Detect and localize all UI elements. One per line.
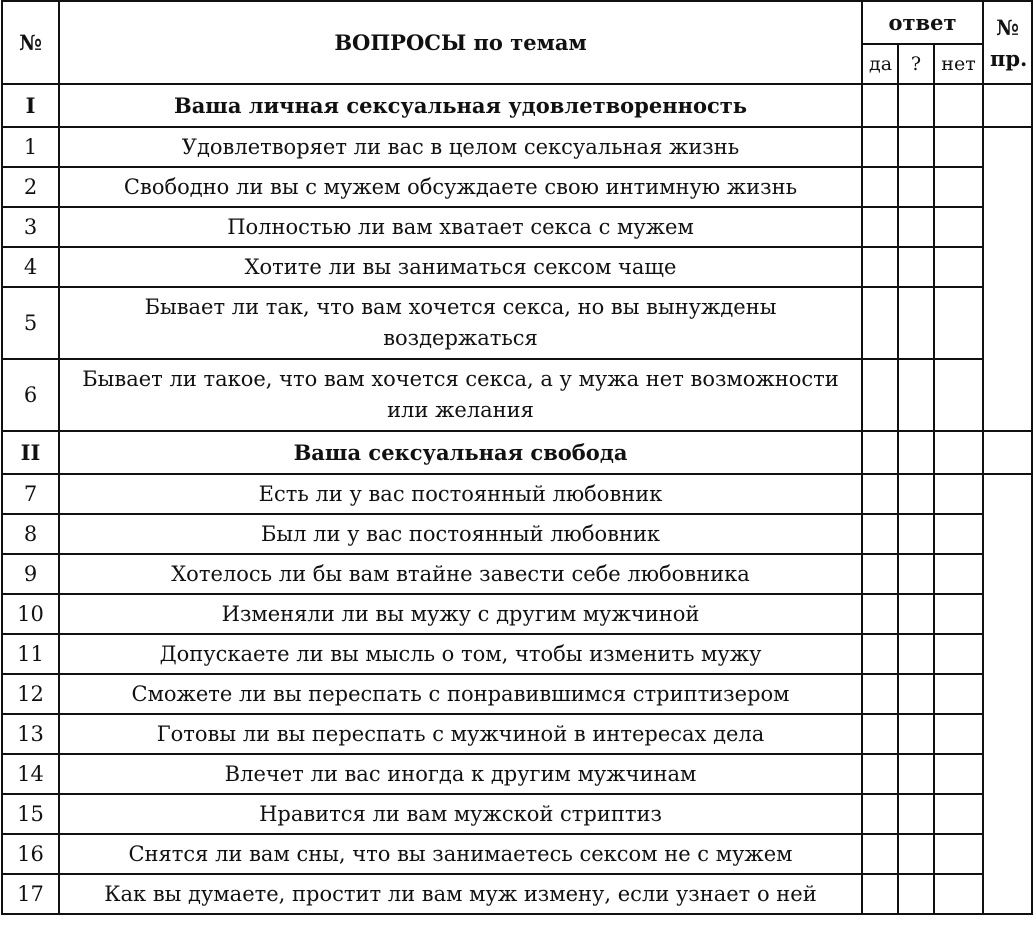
question-row (2, 674, 1032, 714)
question-row (2, 874, 1032, 914)
answer-cell-yes[interactable] (862, 84, 898, 127)
question-row (2, 834, 1032, 874)
answer-cell-unsure[interactable] (898, 674, 934, 714)
answer-cell-no[interactable] (934, 127, 983, 167)
section-number: I (2, 84, 59, 127)
question-number: 6 (2, 359, 59, 431)
answer-cell-yes[interactable] (862, 794, 898, 834)
question-number: 11 (2, 634, 59, 674)
answer-cell-no[interactable] (934, 594, 983, 634)
answer-cell-yes[interactable] (862, 127, 898, 167)
question-number: 9 (2, 554, 59, 594)
answer-cell-yes[interactable] (862, 431, 898, 474)
answer-cell-no[interactable] (934, 714, 983, 754)
note-cell[interactable] (983, 474, 1032, 914)
questionnaire-table (1, 0, 1033, 915)
question-row (2, 127, 1032, 167)
question-number: 5 (2, 287, 59, 359)
question-row (2, 514, 1032, 554)
note-cell[interactable] (983, 84, 1032, 127)
header-note-abbr-label: пр. (990, 45, 1028, 71)
answer-cell-unsure[interactable] (898, 794, 934, 834)
answer-option-yes: да (862, 44, 898, 84)
answer-cell-yes[interactable] (862, 514, 898, 554)
question-number: 2 (2, 167, 59, 207)
question-text: Полностью ли вам хватает секса с мужем (59, 207, 862, 247)
answer-cell-yes[interactable] (862, 287, 898, 359)
header-row (2, 1, 1032, 44)
answer-cell-yes[interactable] (862, 474, 898, 514)
question-text: Допускаете ли вы мысль о том, чтобы изменить мужу (59, 634, 862, 674)
answer-option-unsure: ? (898, 44, 934, 84)
answer-cell-no[interactable] (934, 207, 983, 247)
answer-cell-unsure[interactable] (898, 834, 934, 874)
answer-cell-unsure[interactable] (898, 714, 934, 754)
question-row (2, 794, 1032, 834)
question-number: 15 (2, 794, 59, 834)
answer-cell-yes[interactable] (862, 167, 898, 207)
answer-cell-no[interactable] (934, 514, 983, 554)
question-row (2, 554, 1032, 594)
question-text: Снятся ли вам сны, что вы занимаетесь сексом не с мужем (59, 834, 862, 874)
question-number: 12 (2, 674, 59, 714)
answer-option-no: нет (934, 44, 983, 84)
answer-cell-yes[interactable] (862, 674, 898, 714)
answer-cell-unsure[interactable] (898, 247, 934, 287)
answer-cell-unsure[interactable] (898, 431, 934, 474)
question-row (2, 359, 1032, 431)
answer-cell-unsure[interactable] (898, 167, 934, 207)
question-number: 14 (2, 754, 59, 794)
answer-cell-no[interactable] (934, 554, 983, 594)
answer-cell-unsure[interactable] (898, 84, 934, 127)
question-text: Бывает ли такое, что вам хочется секса, а у мужа нет возможности или желания (59, 359, 862, 431)
section-header-row (2, 431, 1032, 474)
answer-cell-no[interactable] (934, 247, 983, 287)
answer-cell-no[interactable] (934, 431, 983, 474)
answer-cell-unsure[interactable] (898, 874, 934, 914)
answer-cell-yes[interactable] (862, 834, 898, 874)
header-questions-title: ВОПРОСЫ по темам (59, 1, 862, 84)
answer-cell-no[interactable] (934, 874, 983, 914)
question-text: Сможете ли вы переспать с понравившимся стриптизером (59, 674, 862, 714)
answer-cell-yes[interactable] (862, 554, 898, 594)
question-row (2, 474, 1032, 514)
section-title: Ваша личная сексуальная удовлетворенность (59, 84, 862, 127)
question-text: Был ли у вас постоянный любовник (59, 514, 862, 554)
answer-cell-no[interactable] (934, 834, 983, 874)
question-row (2, 167, 1032, 207)
question-text: Влечет ли вас иногда к другим мужчинам (59, 754, 862, 794)
question-number: 13 (2, 714, 59, 754)
answer-cell-unsure[interactable] (898, 207, 934, 247)
answer-cell-no[interactable] (934, 287, 983, 359)
answer-cell-unsure[interactable] (898, 127, 934, 167)
answer-cell-no[interactable] (934, 634, 983, 674)
answer-cell-yes[interactable] (862, 247, 898, 287)
question-row (2, 207, 1032, 247)
answer-cell-yes[interactable] (862, 874, 898, 914)
question-text: Готовы ли вы переспать с мужчиной в интересах дела (59, 714, 862, 754)
question-number: 17 (2, 874, 59, 914)
question-row (2, 714, 1032, 754)
question-text: Изменяли ли вы мужу с другим мужчиной (59, 594, 862, 634)
answer-cell-yes[interactable] (862, 359, 898, 431)
header-number: № (2, 1, 59, 84)
note-cell[interactable] (983, 127, 1032, 431)
question-row (2, 594, 1032, 634)
question-number: 7 (2, 474, 59, 514)
section-header-row (2, 84, 1032, 127)
question-number: 3 (2, 207, 59, 247)
question-text: Хотите ли вы заниматься сексом чаще (59, 247, 862, 287)
answer-cell-no[interactable] (934, 84, 983, 127)
answer-cell-yes[interactable] (862, 207, 898, 247)
answer-cell-unsure[interactable] (898, 474, 934, 514)
answer-cell-no[interactable] (934, 674, 983, 714)
answer-cell-unsure[interactable] (898, 634, 934, 674)
answer-cell-yes[interactable] (862, 754, 898, 794)
section-title: Ваша сексуальная свобода (59, 431, 862, 474)
answer-cell-unsure[interactable] (898, 287, 934, 359)
question-text: Хотелось ли бы вам втайне завести себе любовника (59, 554, 862, 594)
answer-cell-yes[interactable] (862, 714, 898, 754)
answer-cell-unsure[interactable] (898, 754, 934, 794)
question-number: 1 (2, 127, 59, 167)
answer-cell-yes[interactable] (862, 634, 898, 674)
answer-cell-unsure[interactable] (898, 594, 934, 634)
question-row (2, 247, 1032, 287)
answer-cell-yes[interactable] (862, 594, 898, 634)
answer-cell-no[interactable] (934, 359, 983, 431)
answer-cell-no[interactable] (934, 754, 983, 794)
answer-cell-unsure[interactable] (898, 554, 934, 594)
answer-cell-no[interactable] (934, 794, 983, 834)
question-text: Бывает ли так, что вам хочется секса, но вы вынуждены воздержаться (59, 287, 862, 359)
question-text: Как вы думаете, простит ли вам муж измену, если узнает о ней (59, 874, 862, 914)
note-cell[interactable] (983, 431, 1032, 474)
answer-cell-unsure[interactable] (898, 359, 934, 431)
header-answer: ответ (862, 1, 983, 44)
question-row (2, 634, 1032, 674)
header-note-num-label: № (996, 14, 1019, 40)
answer-cell-unsure[interactable] (898, 514, 934, 554)
section-number: II (2, 431, 59, 474)
header-note-number (983, 1, 1032, 84)
question-number: 10 (2, 594, 59, 634)
answer-cell-no[interactable] (934, 474, 983, 514)
question-text: Есть ли у вас постоянный любовник (59, 474, 862, 514)
question-text: Удовлетворяет ли вас в целом сексуальная жизнь (59, 127, 862, 167)
question-row (2, 287, 1032, 359)
question-number: 16 (2, 834, 59, 874)
question-text: Нравится ли вам мужской стриптиз (59, 794, 862, 834)
answer-cell-no[interactable] (934, 167, 983, 207)
question-row (2, 754, 1032, 794)
question-text: Свободно ли вы с мужем обсуждаете свою интимную жизнь (59, 167, 862, 207)
question-number: 4 (2, 247, 59, 287)
question-number: 8 (2, 514, 59, 554)
